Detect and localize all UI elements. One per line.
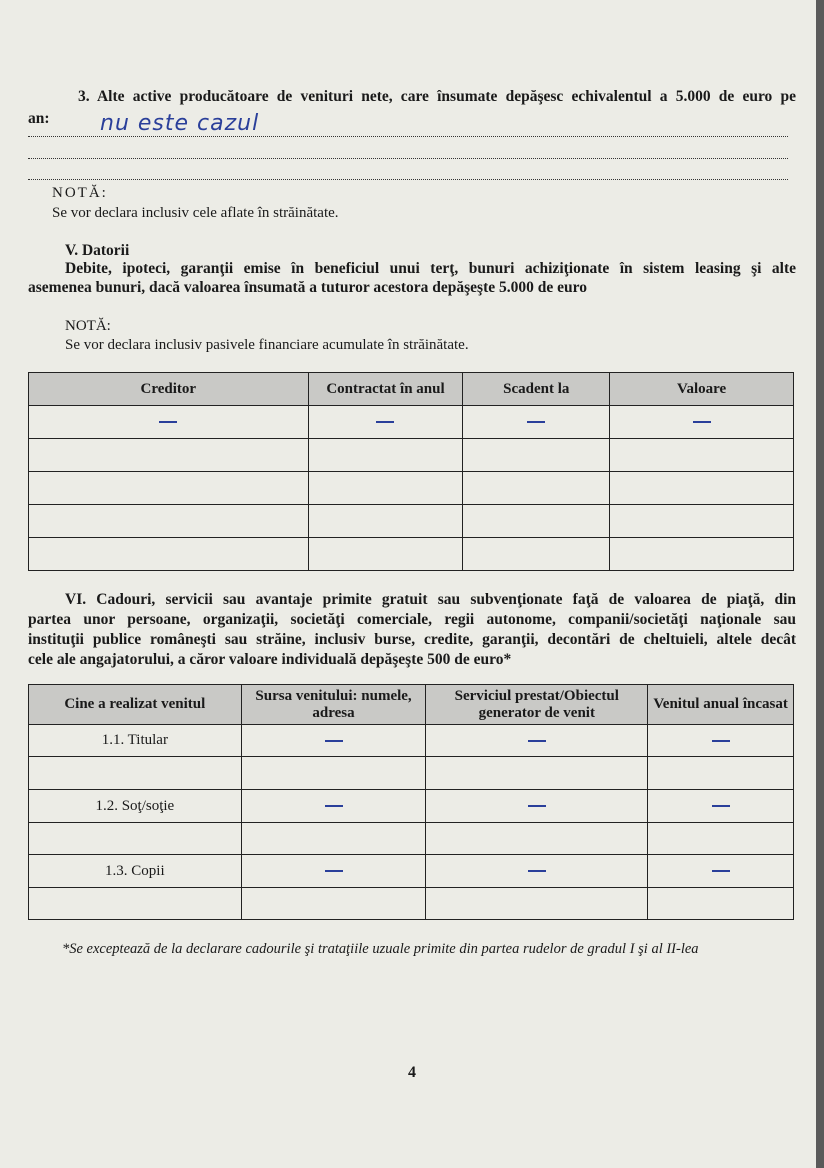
table-cell (426, 757, 648, 790)
table-row (29, 439, 794, 472)
header-valoare: Valoare (610, 373, 794, 406)
dotted-line-3 (28, 178, 788, 180)
table-cell (29, 888, 242, 920)
table-cell (308, 439, 463, 472)
table-row (29, 757, 794, 790)
table-row (29, 505, 794, 538)
gifts-table-header (29, 685, 794, 725)
table-cell (308, 538, 463, 571)
dash-mark (528, 740, 546, 742)
page-number: 4 (408, 1064, 416, 1081)
section6-line2: partea unor persoane, organizaţii, societăţi comerciale, regii autonome, companii/societăţi naţionale sau (28, 611, 796, 628)
section5-desc-line1: Debite, ipoteci, garanţii emise în beneficiul unui terţ, bunuri achiziţionate în sistem leasing şi alte (65, 260, 796, 277)
table-cell (426, 855, 648, 888)
header-venitul: Venitul anual încasat (648, 685, 794, 725)
header-cine: Cine a realizat venitul (29, 685, 242, 725)
dash-mark (325, 870, 343, 872)
section3-line2-label: an: (28, 110, 50, 127)
table-cell (29, 439, 309, 472)
table-cell (610, 406, 794, 439)
section6-line4: cele ale angajatorului, a căror valoare individuală depăşeşte 500 de euro* (28, 651, 512, 668)
dash-mark (712, 805, 730, 807)
table-cell (463, 538, 610, 571)
table-cell (648, 888, 794, 920)
table-cell (29, 472, 309, 505)
table-row (29, 790, 794, 823)
section6-line1: VI. Cadouri, servicii sau avantaje primite gratuit sau subvenţionate faţă de valoarea de piaţă, din (65, 591, 796, 608)
row-label-titular: 1.1. Titular (29, 725, 242, 757)
dash-mark (159, 421, 177, 423)
section5-heading: V. Datorii (65, 242, 130, 259)
table-cell (463, 505, 610, 538)
section5-nota-text: Se vor declara inclusiv pasivele financiare acumulate în străinătate. (65, 337, 469, 353)
dotted-line-2 (28, 157, 788, 159)
handwritten-answer: nu este cazul (100, 111, 260, 136)
table-cell (463, 472, 610, 505)
nota1-title: NOTĂ: (52, 185, 108, 201)
page-edge (816, 0, 824, 1168)
table-cell (648, 823, 794, 855)
table-row (29, 725, 794, 757)
footnote: *Se exceptează de la declarare cadourile şi trataţiile uzuale primite din partea rudelor de gradul I şi al II-lea (62, 941, 699, 957)
table-cell (426, 790, 648, 823)
dash-mark (376, 421, 394, 423)
table-cell (308, 406, 463, 439)
table-cell (241, 790, 426, 823)
dash-mark (712, 740, 730, 742)
dash-mark (528, 805, 546, 807)
row-label-sot: 1.2. Soţ/soţie (29, 790, 242, 823)
table-row (29, 406, 794, 439)
table-cell (463, 406, 610, 439)
table-cell (241, 855, 426, 888)
table-cell (426, 823, 648, 855)
header-creditor: Creditor (29, 373, 309, 406)
row-label-copii: 1.3. Copii (29, 855, 242, 888)
table-cell (29, 505, 309, 538)
table-cell (308, 505, 463, 538)
table-cell (463, 439, 610, 472)
table-cell (241, 823, 426, 855)
dash-mark (325, 740, 343, 742)
table-row (29, 855, 794, 888)
table-cell (648, 790, 794, 823)
section5-desc-line2: asemenea bunuri, dacă valoarea însumată a tuturor acestora depăşeşte 5.000 de euro (28, 279, 587, 296)
table-cell (648, 757, 794, 790)
dash-mark (527, 421, 545, 423)
section5-nota-title: NOTĂ: (65, 318, 111, 334)
table-cell (29, 538, 309, 571)
nota1-text: Se vor declara inclusiv cele aflate în străinătate. (52, 205, 339, 221)
table-row (29, 823, 794, 855)
table-row (29, 472, 794, 505)
section3-line1: 3. Alte active producătoare de venituri nete, care însumate depăşesc echivalentul a 5.000 de euro pe (78, 88, 796, 105)
table-cell (29, 823, 242, 855)
dotted-line-1 (28, 135, 788, 137)
table-cell (426, 725, 648, 757)
dash-mark (325, 805, 343, 807)
debts-table-header (29, 373, 794, 406)
table-row (29, 888, 794, 920)
table-cell (308, 472, 463, 505)
table-cell (241, 757, 426, 790)
gifts-table (28, 684, 794, 920)
table-cell (426, 888, 648, 920)
header-scadent: Scadent la (463, 373, 610, 406)
header-serviciul: Serviciul prestat/Obiectul generator de venit (426, 685, 648, 725)
dash-mark (528, 870, 546, 872)
table-cell (29, 406, 309, 439)
dash-mark (712, 870, 730, 872)
section6-line3: instituţii publice româneşti sau străine, inclusiv burse, credite, garanţii, decontări de cheltuieli, altele decât (28, 631, 796, 648)
table-cell (610, 505, 794, 538)
debts-table (28, 372, 794, 571)
table-cell (648, 855, 794, 888)
table-cell (610, 472, 794, 505)
table-cell (241, 888, 426, 920)
table-cell (29, 757, 242, 790)
header-sursa: Sursa venitului: numele, adresa (241, 685, 426, 725)
table-row (29, 538, 794, 571)
dash-mark (693, 421, 711, 423)
header-contractat: Contractat în anul (308, 373, 463, 406)
table-cell (241, 725, 426, 757)
table-cell (610, 538, 794, 571)
table-cell (648, 725, 794, 757)
table-cell (610, 439, 794, 472)
